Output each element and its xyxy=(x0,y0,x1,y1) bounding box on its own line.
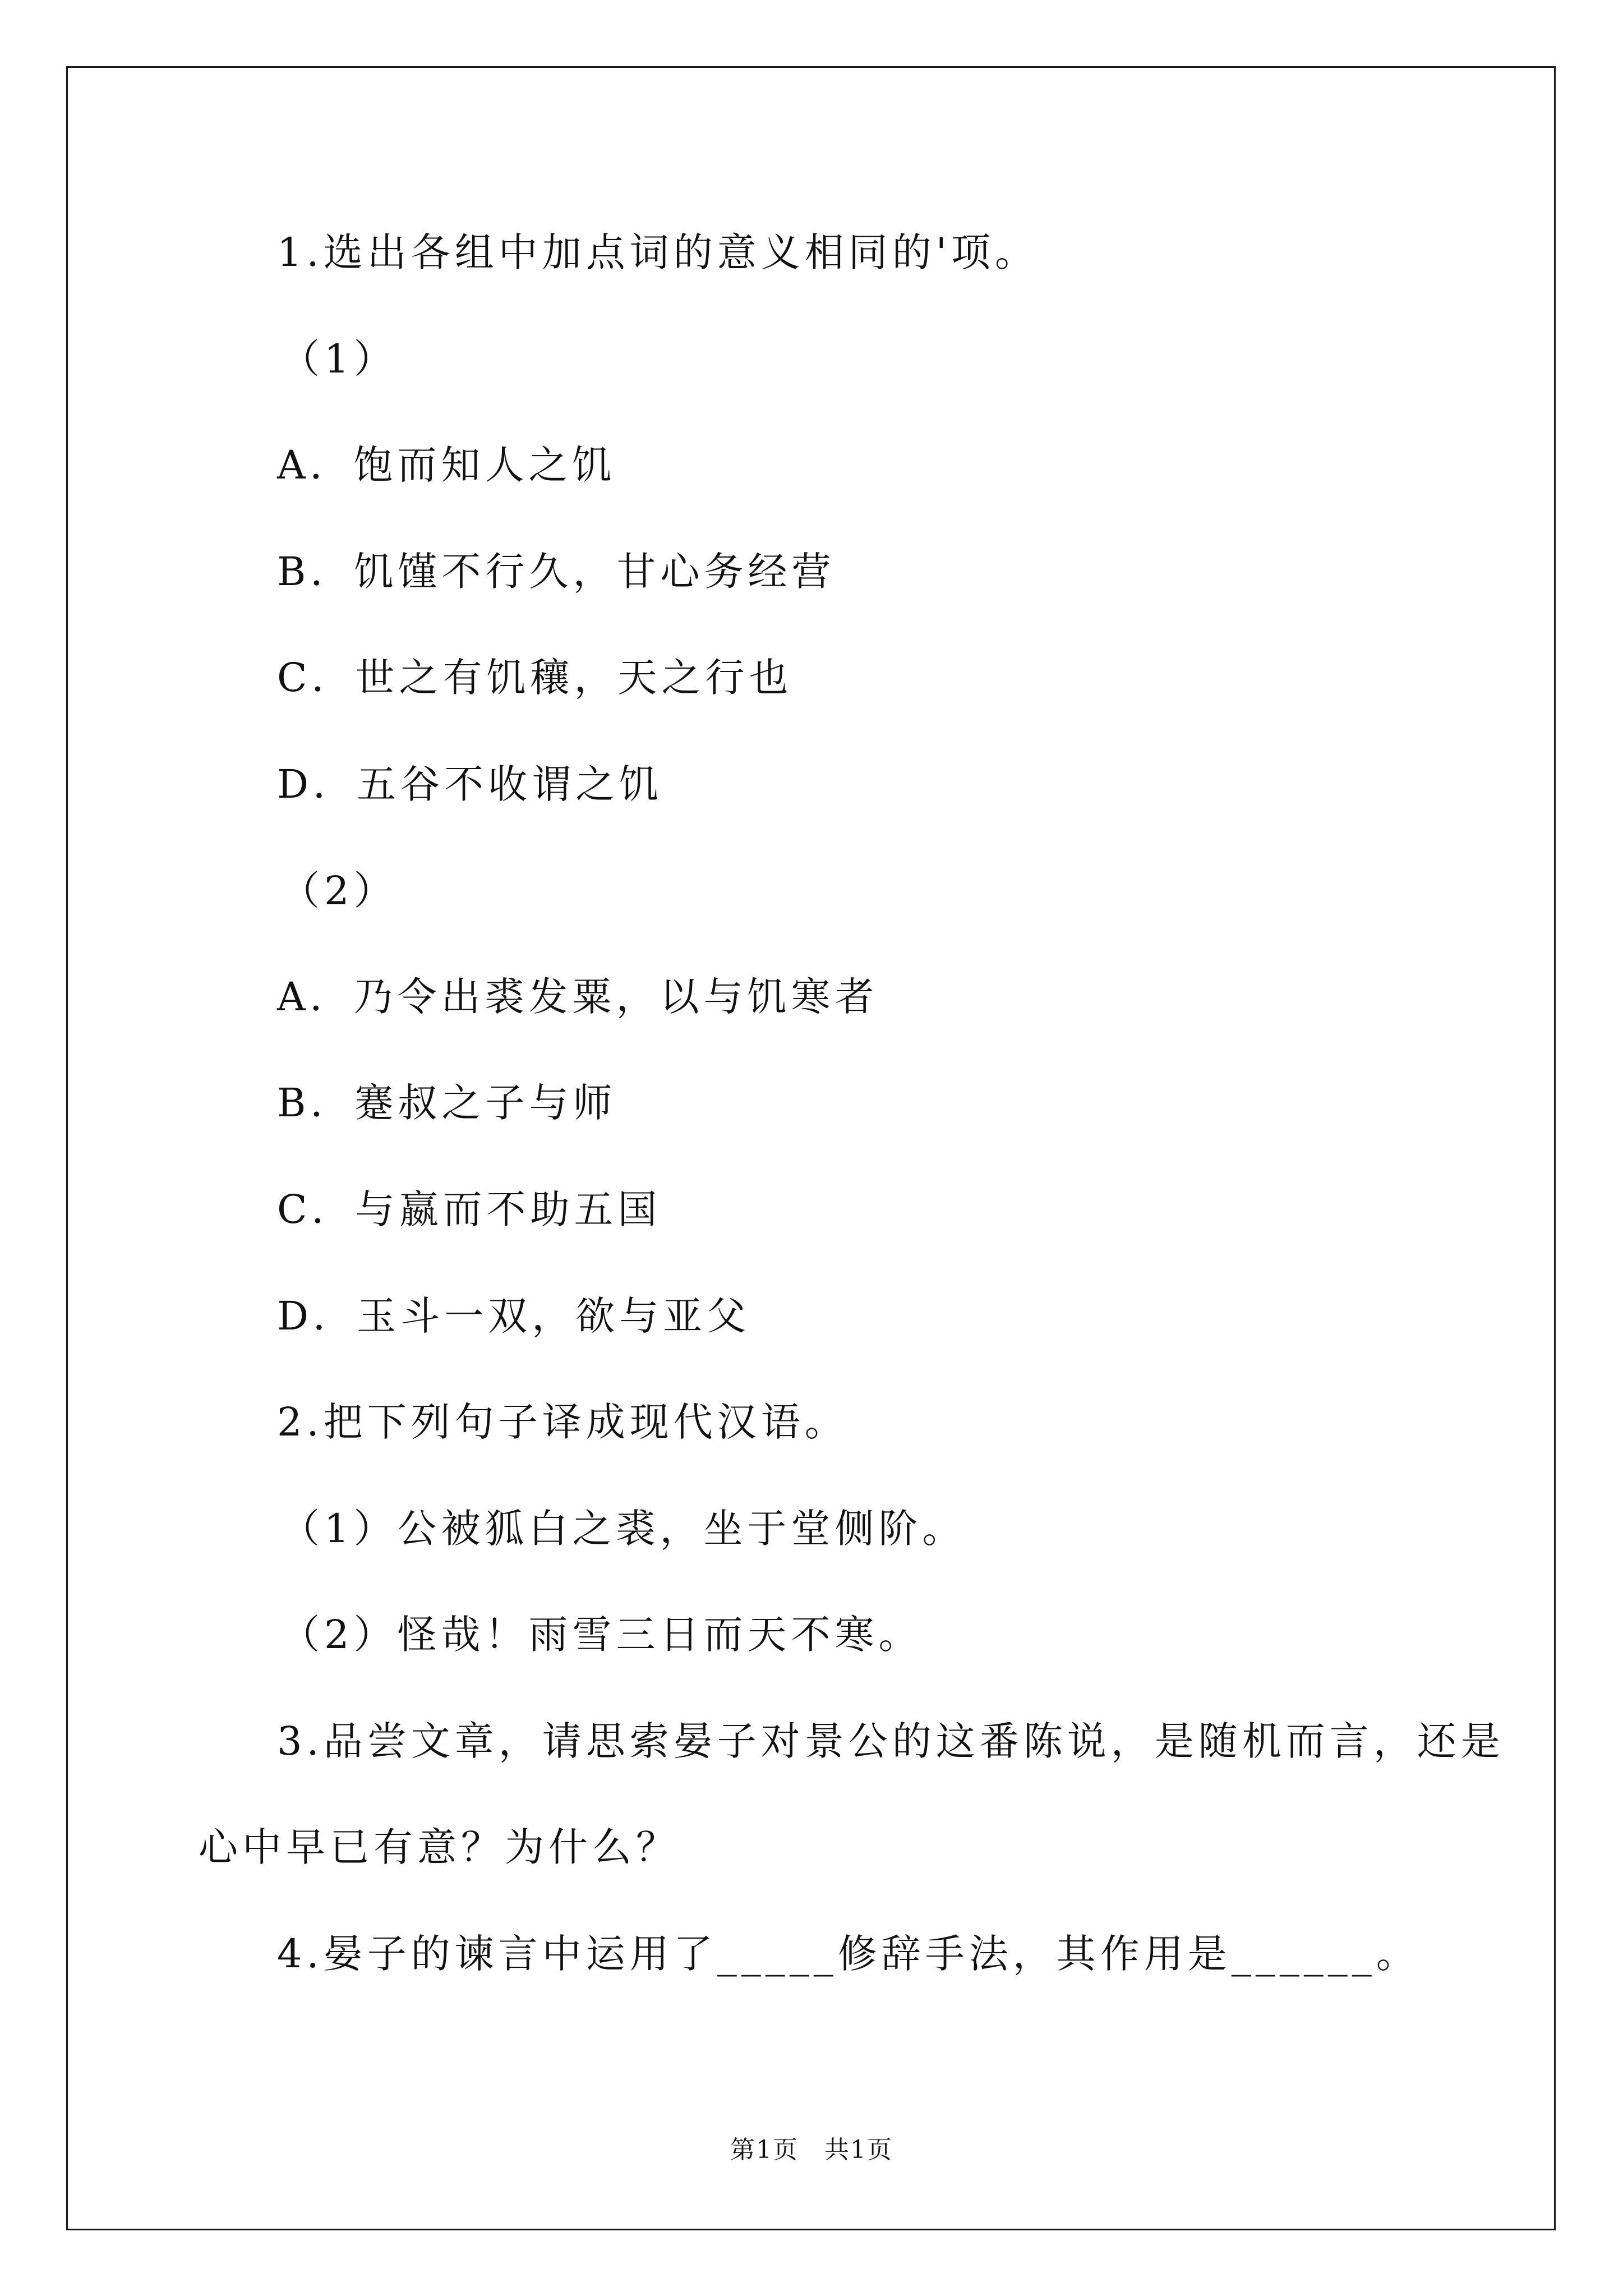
question-2-stem: 2.把下列句子译成现代汉语。 xyxy=(277,1399,849,1445)
question-1-part-2-option-a: A．乃令出裘发粟，以与饥寒者 xyxy=(277,974,879,1020)
question-1-stem: 1.选出各组中加点词的意义相同的'项。 xyxy=(277,229,1039,275)
question-1-part-2-label: （2） xyxy=(280,868,398,914)
question-2-sentence-1: （1）公被狐白之裘，坐于堂侧阶。 xyxy=(280,1506,966,1552)
question-1-part-2-option-b: B．蹇叔之子与师 xyxy=(277,1080,617,1126)
question-2-sentence-2: （2）怪哉！雨雪三日而天不寒。 xyxy=(280,1612,923,1658)
question-1-part-1-label: （1） xyxy=(280,336,398,382)
page-footer: 第1页 共1页 xyxy=(730,2136,893,2164)
question-3-stem: 3.品尝文章，请思索晏子对景公的这番陈说，是随机而言，还是 xyxy=(277,1718,1505,1764)
question-1-part-1-option-d: D．五谷不收谓之饥 xyxy=(277,761,663,807)
question-1-part-2-option-d: D．玉斗一双，欲与亚父 xyxy=(277,1293,751,1339)
question-1-part-1-option-a: A．饱而知人之饥 xyxy=(277,442,616,488)
page-border xyxy=(66,66,1556,2230)
question-1-part-1-option-c: C．世之有饥穰，天之行也 xyxy=(277,655,793,701)
question-1-part-1-option-b: B．饥馑不行久，甘心务经营 xyxy=(277,549,836,595)
question-1-part-2-option-c: C．与嬴而不助五国 xyxy=(277,1186,662,1232)
question-3-stem-continued: 心中早已有意？为什么？ xyxy=(199,1824,680,1870)
question-4-stem: 4.晏子的谏言中运用了_____修辞手法，其作用是______。 xyxy=(277,1931,1420,1977)
